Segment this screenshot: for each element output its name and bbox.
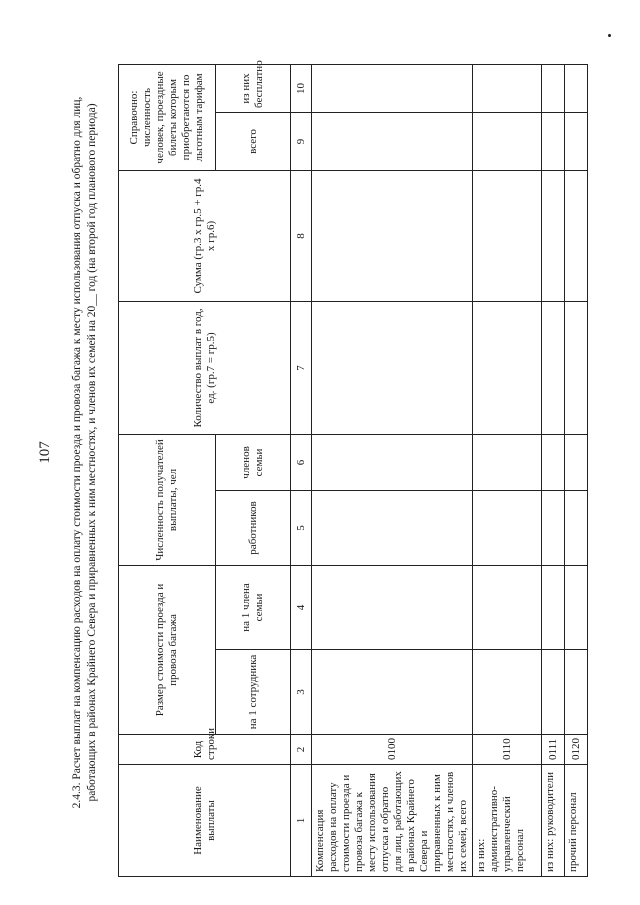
table-cell [565,565,588,649]
table-header-row [119,64,216,876]
table-cell [312,650,473,735]
table-cell [473,490,542,565]
header-size-group: Размер стоимости проезда и провоза багажа [119,565,216,734]
header-reference-free: из них бесплатно [216,64,291,112]
row-name: из них: административно-управленческий персонал [473,765,542,877]
header-size-per-employee: на 1 сотрудника [216,650,291,735]
header-name: Наименование выплаты [119,765,291,877]
row-name: Компенсация расходов на оплату стоимости проезда и провоза багажа к месту использования отпуска и обратно для лиц, работающих в районах Крайнего Севера и приравненных к ним местностях, и членов их семей, всего [312,765,473,877]
column-number: 3 [291,650,312,735]
table-cell [542,434,565,490]
row-name: прочий персонал [565,765,588,877]
table-cell [542,301,565,434]
header-count-employees: работников [216,490,291,565]
table-cell [312,565,473,649]
table-cell [565,650,588,735]
column-number: 6 [291,434,312,490]
column-number: 7 [291,301,312,434]
header-count-family: членов семьи [216,434,291,490]
table-cell [473,170,542,301]
table-cell [542,170,565,301]
table-cell [565,301,588,434]
scan-dot-mark [608,34,611,37]
table-cell [312,301,473,434]
table-cell [473,434,542,490]
table-cell [473,650,542,735]
table-cell [542,565,565,649]
table-cell [312,434,473,490]
table-cell [312,112,473,170]
header-reference-group: Справочно: численность человек, проездные билеты которым приобретаются по льготным тарифам [119,64,216,170]
column-number: 4 [291,565,312,649]
table-cell [565,64,588,112]
header-payments-per-year: Количество выплат в год, ед. (гр.7 = гр.5) [119,301,291,434]
header-size-per-family-member: на 1 члена семьи [216,565,291,649]
title-line-1: 2.4.3. Расчет выплат на компенсацию расходов на оплату стоимости проезда и провоза багажа к месту использования отпуска и обратно для лиц, [71,96,83,809]
title-line-2: работающих в районах Крайнего Севера и приравненных к ним местностях, и членов их семей на 20__ год (на второй год планового периода) [86,103,98,802]
header-reference-total: всего [216,112,291,170]
column-number: 5 [291,490,312,565]
column-number: 8 [291,170,312,301]
column-number: 2 [291,735,312,765]
table-cell [565,490,588,565]
table-cell [542,490,565,565]
table-cell [542,64,565,112]
table-cell [312,64,473,112]
header-count-group: Численность получателей выплаты, чел [119,434,216,565]
table-cell [473,64,542,112]
row-code: 0100 [312,735,473,765]
table-title [70,30,100,875]
table-cell [312,170,473,301]
report-table [118,60,588,877]
column-number: 1 [291,765,312,877]
table-cell [312,490,473,565]
page-number: 107 [37,441,53,464]
table-row [542,64,565,876]
column-number-row [291,64,312,876]
header-code: Код строки [119,735,291,765]
row-code: 0110 [473,735,542,765]
table-cell [473,565,542,649]
table-row [565,64,588,876]
row-code: 0111 [542,735,565,765]
header-sum: Сумма (гр.3 х гр.5 + гр.4 х гр.6) [119,170,291,301]
table-cell [473,112,542,170]
table-cell [565,112,588,170]
column-number: 10 [291,64,312,112]
table-cell [542,112,565,170]
row-name: из них: руководители [542,765,565,877]
table-cell [542,650,565,735]
table-cell [565,170,588,301]
table-row [473,64,542,876]
table-row [312,64,473,876]
table-cell [473,301,542,434]
table-cell [565,434,588,490]
row-code: 0120 [565,735,588,765]
column-number: 9 [291,112,312,170]
